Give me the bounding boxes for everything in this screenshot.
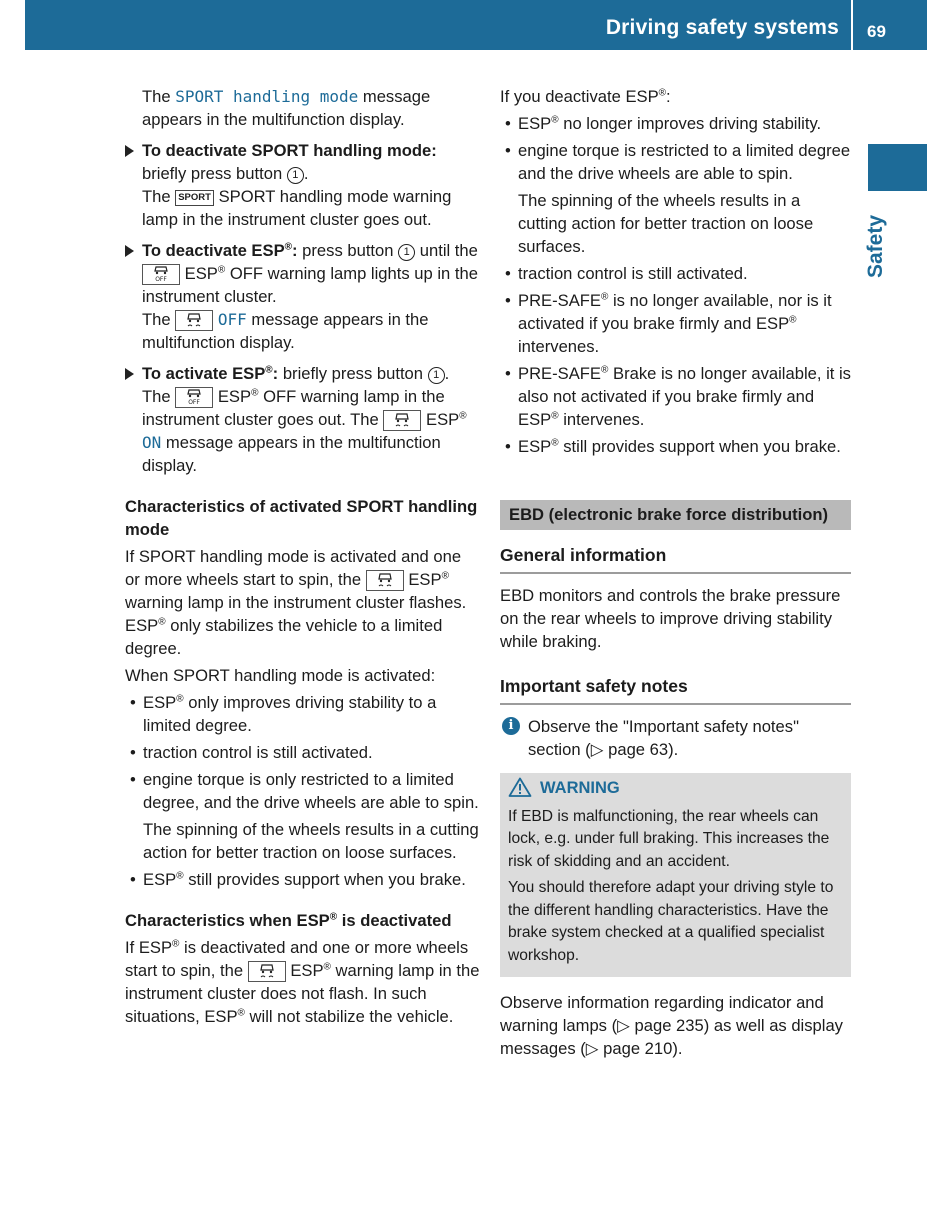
text: ESP: [408, 570, 442, 589]
list-item: • traction control is still activated.: [500, 262, 851, 285]
list-item: • traction control is still activated.: [125, 741, 480, 764]
step-deactivate-sport: [125, 139, 480, 231]
svg-text:OFF: OFF: [188, 399, 201, 405]
list-item: [500, 112, 851, 135]
sport-effects-list: [125, 691, 480, 891]
reg-mark: ®: [601, 364, 609, 376]
reg-mark: ®: [172, 938, 180, 950]
esp-off-lamp-icon: [142, 264, 180, 285]
reg-mark: ®: [265, 364, 273, 376]
esp-lamp-icon: [383, 410, 421, 431]
page-header: [25, 0, 927, 50]
text: The spinning of the wheels results in a cutting action for better traction on loose surfaces.: [518, 191, 814, 256]
step-title: To deactivate SPORT handling mode:: [142, 141, 437, 160]
text: ESP: [426, 410, 460, 429]
esp-off-lamp-icon: [175, 387, 213, 408]
warning-triangle-icon: [508, 777, 532, 797]
text: WARNING: [540, 779, 620, 797]
text: is deactivated and one or more wheels start to spin, the: [125, 938, 469, 980]
reg-mark: ®: [789, 314, 797, 326]
text: ESP: [143, 870, 177, 889]
text: SPORT handling mode warning lamp in the instrument cluster goes out.: [142, 187, 452, 229]
reg-mark: ®: [237, 1007, 245, 1019]
text: If ESP: [125, 938, 173, 957]
reg-mark: ®: [459, 410, 467, 422]
text: Observe the "Important safety notes" section (: [528, 717, 799, 759]
text: OFF warning lamp lights up in the instrument cluster.: [142, 264, 478, 306]
text: Brake is no longer available, it is also not activated if you brake firmly and ESP: [518, 364, 851, 429]
info-icon: i: [502, 717, 520, 735]
side-tab-label: Safety: [864, 214, 887, 278]
text: briefly press button: [282, 364, 424, 383]
text: If you deactivate ESP: [500, 87, 659, 106]
page-number: 69: [867, 22, 886, 41]
important-safety-notes-heading: Important safety notes: [500, 675, 851, 705]
text: ESP: [217, 387, 252, 406]
reg-mark: ®: [158, 616, 166, 628]
general-information-heading: General information: [500, 544, 851, 574]
step-deactivate-esp: [125, 239, 480, 354]
text: To activate ESP: [142, 364, 266, 383]
text: engine torque is only restricted to a limited degree, and the drive wheels are able to spin.: [143, 770, 479, 812]
text: intervenes.: [518, 337, 600, 356]
text: The: [142, 187, 171, 206]
svg-text:OFF: OFF: [155, 276, 167, 282]
right-column: [500, 85, 851, 1064]
reg-mark: ®: [658, 87, 667, 99]
warning-box: [500, 773, 851, 977]
text: The: [142, 87, 171, 106]
esp-deactivated-para: [125, 936, 480, 1028]
side-tab-marker: [868, 144, 927, 191]
reg-mark: ®: [176, 693, 184, 705]
list-item: [500, 139, 851, 258]
text: .: [303, 164, 309, 183]
text: warning lamp in the instrument cluster flashes.: [125, 593, 467, 612]
text: The: [142, 310, 171, 329]
esp-deactivated-effects-list: [500, 112, 851, 458]
list-item: [500, 362, 851, 431]
page-ref-arrow-icon: ▷: [585, 1039, 599, 1058]
text: ESP: [290, 961, 324, 980]
text: :: [292, 241, 298, 260]
text: If SPORT handling mode is activated and one or more wheels start to spin, the: [125, 547, 462, 589]
reg-mark: ®: [551, 114, 559, 126]
text: :: [666, 87, 671, 106]
sport-characteristics-heading: Characteristics of activated SPORT handling mode: [125, 497, 478, 539]
sport-when-para: When SPORT handling mode is activated:: [125, 666, 436, 685]
reg-mark: ®: [601, 291, 609, 303]
text: Observe information regarding indicator and warning lamps (: [500, 993, 824, 1035]
reg-mark: ®: [176, 870, 184, 882]
text: only improves driving stability to a limited degree.: [143, 693, 437, 735]
text: PRE-SAFE: [518, 291, 601, 310]
text: still provides support when you brake.: [188, 870, 466, 889]
text: only stabilizes the vehicle to a limited degree.: [125, 616, 443, 658]
text: :: [272, 364, 279, 383]
esp-lamp-icon: [175, 310, 213, 331]
reg-mark: ®: [251, 387, 259, 399]
button-1-marker: 1: [428, 367, 445, 384]
display-message: OFF: [217, 310, 247, 329]
warning-paragraph: If EBD is malfunctioning, the rear wheels can lock, e.g. under full braking. This increases the risk of skidding and an accident.: [508, 807, 830, 870]
display-message: ON: [142, 433, 162, 452]
list-item: [125, 691, 480, 737]
reg-mark: ®: [551, 410, 559, 422]
text: still provides support when you brake.: [563, 437, 841, 456]
text: until the: [419, 241, 478, 260]
page-reference-link[interactable]: page 63).: [608, 740, 679, 759]
list-item: [500, 289, 851, 358]
reg-mark: ®: [323, 961, 331, 973]
page-ref-arrow-icon: ▷: [590, 740, 604, 759]
text: ESP: [143, 693, 177, 712]
sport-mode-message-para: [125, 85, 480, 131]
text: message appears in the multifunction display.: [142, 310, 429, 352]
reg-mark: ®: [441, 570, 449, 582]
header-divider: [851, 0, 853, 50]
text: warning lamp in the instrument cluster does not flash. In such situations, ESP: [125, 961, 480, 1026]
text: .: [444, 364, 450, 383]
button-1-marker: 1: [287, 167, 304, 184]
reg-mark: ®: [329, 911, 338, 923]
text: message appears in the multifunction display.: [142, 433, 441, 475]
text: is no longer available, nor is it activated if you brake firmly and ESP: [518, 291, 832, 333]
page-reference-link[interactable]: page 235) as well as display messages (: [500, 1016, 843, 1058]
text: To deactivate ESP: [142, 241, 285, 260]
button-1-marker: 1: [398, 244, 415, 261]
text: ESP: [518, 437, 552, 456]
text: OFF warning lamp in the instrument cluster goes out. The: [142, 387, 445, 429]
left-column: [125, 85, 480, 1032]
esp-lamp-icon: [248, 961, 286, 982]
sport-lamp-icon: SPORT: [175, 190, 214, 206]
text: no longer improves driving stability.: [563, 114, 822, 133]
reg-mark: ®: [551, 437, 559, 449]
text: The: [142, 387, 171, 406]
text: is deactivated: [341, 911, 452, 930]
reg-mark: ®: [217, 264, 226, 276]
general-information-text: EBD monitors and controls the brake pressure on the rear wheels to improve driving stability while braking.: [500, 586, 841, 651]
text: press button: [302, 241, 394, 260]
text: intervenes.: [563, 410, 645, 429]
page-reference-link[interactable]: page 210).: [603, 1039, 683, 1058]
text: ESP: [125, 616, 159, 635]
observe-information-para: [500, 991, 851, 1060]
page-ref-arrow-icon: ▷: [617, 1016, 630, 1035]
list-item: [125, 768, 480, 864]
text: The spinning of the wheels results in a cutting action for better traction on loose surfaces.: [143, 820, 479, 862]
esp-deactivated-heading: [125, 909, 480, 932]
text: ESP: [518, 114, 552, 133]
section-title: Driving safety systems: [605, 16, 839, 39]
display-message: SPORT handling mode: [175, 87, 359, 106]
text: will not stabilize the vehicle.: [249, 1007, 454, 1026]
ebd-section-heading: EBD (electronic brake force distribution): [500, 500, 851, 530]
text: engine torque is restricted to a limited degree and the drive wheels are able to spin.: [518, 141, 851, 183]
step-title: [142, 364, 278, 383]
text: ESP: [184, 264, 218, 283]
list-item: [125, 868, 480, 891]
text: PRE-SAFE: [518, 364, 601, 383]
esp-lamp-icon: [366, 570, 404, 591]
text: briefly press button: [142, 164, 283, 183]
info-note: [500, 715, 851, 761]
warning-title: [508, 777, 843, 800]
if-deactivate-para: [500, 85, 851, 108]
list-item: [500, 435, 851, 458]
sport-characteristics-para: [125, 545, 480, 660]
text: message appears in the multifunction display.: [142, 87, 431, 129]
step-activate-esp: [125, 362, 480, 477]
reg-mark: ®: [284, 241, 293, 253]
warning-paragraph: You should therefore adapt your driving style to the different handling characteristics. Have the brake system checked at a qualified specialist workshop.: [508, 879, 834, 964]
text: Characteristics when ESP: [125, 911, 330, 930]
step-title: [142, 241, 298, 260]
